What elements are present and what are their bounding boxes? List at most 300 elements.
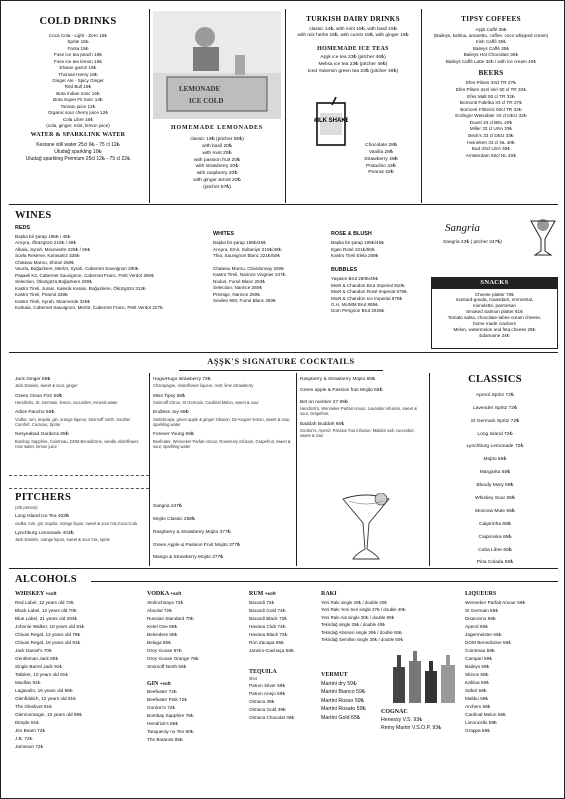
gin-item: Beefeater Pink 72₺ — [147, 697, 188, 703]
white-wine-item — [213, 259, 323, 265]
vermut-item: Martini Gold 65₺ — [321, 714, 361, 721]
milkshakes-list — [350, 143, 412, 177]
gin-item: Hendrick's 85₺ — [147, 721, 179, 727]
tipsy-coffee-item: Baileys Caffè 35₺ — [472, 45, 510, 51]
signature-cocktail-name: Bet on number 27 65₺ — [300, 399, 348, 405]
divider — [149, 373, 150, 566]
ice-tea-item: Melisa ice tea 23₺ (pitcher 46₺) — [318, 62, 388, 68]
vodka-item: Smirnoff North 65₺ — [147, 663, 187, 669]
red-wine-item: Suvla Reserve, Karasakız 335₺ — [15, 253, 80, 259]
gin-item: Bombay Sapphire 78₺ — [147, 713, 194, 719]
soft-note: +soft — [159, 680, 171, 686]
liqueur-item: Safari 59₺ — [465, 687, 487, 693]
whiskey-item: Johnnie Walker, 18 years old 91₺ — [15, 623, 85, 629]
signature-cocktail-ingredients: Gordon's, Aperol, Passion fruit infusion, Maldon salt, cucumber, sweet & sour — [300, 427, 415, 439]
red-wine-item: Kastro Tireli, Syrah, Mourverde 325₺ — [15, 298, 91, 304]
liqueurs-list — [465, 599, 559, 735]
red-wine-item: Kastro Tireli, Jurası, Kalecik Karası, Boğazkere, Öküzgözü 312₺ — [15, 285, 146, 291]
liqueur-item: Disaronno 59₺ — [465, 615, 496, 621]
classic-cocktail-item: St Germain Spritz 72₺ — [470, 418, 520, 424]
sangria-line: Sangria 43₺ ( pitcher 247₺) — [443, 239, 502, 245]
rose-wine-item: Egeo Rosé 221₺/50₺ — [331, 246, 375, 252]
red-wine-item: Vourla, Boğazkere, Merlot, Syrah, Cabernet Sauvignon 280₺ — [15, 266, 139, 272]
white-wine-item: Chateau Murou, Chardonnay 260₺ — [213, 265, 285, 271]
classics-section — [433, 373, 557, 567]
classic-cocktail-item: Aperol Spritz 72₺ — [476, 392, 514, 398]
lemonades-list — [153, 137, 281, 191]
cold-drink-item: Bota Super Fit tonic 14₺ — [53, 97, 103, 103]
milkshake-item: Pistachio 32₺ — [366, 163, 396, 169]
milkshake-item: Chocolate 28₺ — [365, 143, 397, 148]
milkshake-cup-icon — [314, 97, 348, 147]
tequila-item: Olmeca Gold 39₺ — [249, 706, 286, 712]
whiskey-item: Gentleman Jack 85₺ — [15, 655, 59, 661]
wines-reds — [15, 209, 163, 349]
red-wine-item: Karkaia, Cabernet Sauvignon, Merlot, Cabernet Franc, Petit Verdot 227₺ — [15, 304, 163, 310]
divider — [429, 373, 430, 566]
cold-drink-item: Tomato juice 12₺ — [60, 103, 96, 109]
reds-list — [15, 234, 163, 311]
snack-item: Tomato salsa, chocolate-labne cream cheese, — [447, 315, 542, 321]
ice-teas-list — [288, 55, 418, 75]
vodka-item: Russian Standard 70₺ — [147, 615, 194, 621]
divider — [421, 9, 422, 203]
raki-item: Yeni Rakı single 25₺ / double 40₺ — [321, 599, 387, 605]
classic-cocktail-item: Caipiroska 65₺ — [478, 534, 512, 540]
pitchers-sub: (4/5 person) — [15, 504, 38, 510]
beer-item: Bomonti Fabrika 33 cl TR 27₺ — [459, 100, 523, 106]
wines-whites — [213, 229, 323, 349]
tipsy-coffee-item: Aşşk Caffé 35₺ — [475, 26, 507, 32]
white-wine-item: Sevilen 900, Fumé Blanc 280₺ — [213, 298, 276, 304]
bubbles-item: Yaşasın Brut 290₺/45₺ — [331, 276, 379, 282]
rose-wine-item: Başka bir şarap 195₺/45₺ — [331, 240, 385, 246]
beer-item: Amsterdam 50cl NL 40₺ — [465, 152, 517, 158]
gin-list — [147, 688, 243, 744]
white-wine-item: Ancyra, Emir, Sultaniye 210₺/48₺ — [213, 246, 282, 252]
signature-cocktail-name: Green Clean Fizz 56₺ — [15, 393, 63, 399]
raki-list — [321, 599, 429, 644]
signature-cocktail-name: Raspberry & Strawberry Mojito 65₺ — [300, 377, 376, 382]
whiskey-item: Lagavulin, 16 years old 96₺ — [15, 687, 73, 693]
beer-item: Heineken 33 cl NL 40₺ — [467, 139, 515, 145]
vermut-label: VERMUT — [321, 671, 348, 678]
milkshake-illustration — [314, 97, 348, 149]
vodka-item: Absolut 72₺ — [147, 607, 173, 613]
soft-note: +soft — [170, 591, 182, 596]
cold-drink-item: Coca Cola - Light - Zero 15₺ — [48, 32, 108, 38]
cold-drink-item: Fuse ice tea lemon 15₺ — [53, 58, 103, 64]
bubbles-item: Moët & Chandon Ice Imperial 975₺ — [331, 295, 403, 301]
beer-item: Efes Pilsen 33cl TR 27₺ — [465, 80, 517, 86]
pitcher-ingredients: Jack Daniels, orange liquor, sweet & sour mix, sprite — [15, 537, 110, 543]
gin-item: The Botanist 85₺ — [147, 737, 183, 743]
gin-item: Beefeater 72₺ — [147, 689, 177, 695]
snack-item: Smoked Salmon platter 61₺ — [465, 309, 524, 315]
lemonade-sign-2: ICE COLD — [189, 97, 224, 105]
beer-item: Efes Malt 50 cl TR 32₺ — [467, 93, 515, 99]
vodka-item: Stolinchnaya 72₺ — [147, 599, 184, 605]
lemonade-item: with mint 20₺ — [202, 150, 232, 156]
signature-cocktail-ingredients: Hendrick's, Wenneker Parfait Amour, Lavander infusion, sweet & sour, Grapefruit — [300, 405, 417, 417]
tequila-item: Patron Silver 59₺ — [249, 682, 286, 688]
whiskey-item: Glenmorangie, 10 years old 98₺ — [15, 711, 83, 717]
classic-cocktail-item: Bloody Mary 65₺ — [476, 483, 514, 489]
vodka-list — [147, 599, 243, 671]
tipsy-coffee-item: Baileys Hot Chocolate 36₺ — [463, 52, 519, 58]
pitcher-mojito-item: Sangria 247₺ — [153, 504, 182, 509]
beer-item: Bud 33cl USA 35₺ — [471, 146, 511, 152]
pitchers-section — [15, 491, 149, 567]
water-item: Uludağ sparkling 10₺ — [54, 149, 102, 156]
signature-cocktail-ingredients: Champagne, enderflower liqueur, mint, lime /strawberry — [153, 383, 254, 389]
whiskey-label-text: WHISKEY — [15, 591, 45, 597]
wines-title: WINES — [15, 210, 52, 221]
white-wine-item: Prestige, Narince 260₺ — [213, 291, 261, 297]
cold-drinks-title: COLD DRINKS — [39, 16, 117, 27]
signature-cocktail-name: Nesyeabad Gardens 65₺ — [15, 432, 69, 438]
classics-title: CLASSICS — [468, 374, 522, 385]
whiskey-item: Jack Daniel's 70₺ — [15, 647, 52, 653]
tequila-sub: shot — [249, 676, 257, 682]
whiskey-item: Single Barrel Jack 91₺ — [15, 663, 63, 669]
lemonades-section — [153, 11, 281, 203]
lemonade-item: with raspberry 20₺ — [196, 171, 238, 177]
vermut-item: Martini Bianco 59₺ — [321, 689, 366, 696]
divider — [285, 9, 286, 203]
vodka-label — [147, 591, 243, 599]
vodka-item: Belvedere 85₺ — [147, 631, 178, 637]
whiskey-section — [15, 591, 125, 791]
soft-note: +soft — [45, 591, 57, 596]
lemonade-sign-1: LEMONADE — [179, 85, 221, 93]
signature-cocktail-name: Adios Pancho 65₺ — [15, 410, 55, 416]
beer-item: Miller 33 cl USA 33₺ — [469, 126, 513, 132]
rum-item: Bacardi Gold 72₺ — [249, 607, 286, 613]
tipsy-coffee-item: (Baileys, kahlua, amaretto, coffee, coco whipped cream) — [433, 32, 549, 38]
classic-cocktail-item: Lavender Spritz 72₺ — [472, 405, 518, 411]
rose-wine-item: Kastro Tireli Elela 208₺ — [331, 253, 379, 259]
classic-cocktail-item: Pina Colada 65₺ — [476, 560, 514, 566]
liqueur-item: Skinos 59₺ — [465, 671, 489, 677]
tequila-label: TEQUILA — [249, 668, 277, 675]
classic-cocktail-item: Lynchburg Lemonade 72₺ — [466, 444, 524, 450]
beer-item: Efes Pilsen özel seri 50 cl TR 32₺ — [455, 86, 527, 92]
whites-label: WHITES — [213, 231, 234, 237]
snacks-title: SNACKS — [432, 278, 557, 289]
snack-item: Melon, watermelon and feta cheese 29₺ — [453, 326, 536, 332]
beer-item: Bomonti Filtresiz 50cl TR 32₺ — [460, 106, 522, 112]
whiskey-item: Chivas Regal, 18 years old 91₺ — [15, 639, 81, 645]
bubbles-item: Moët & Chandon Rosé Imperial 975₺ — [331, 289, 407, 295]
sangria-title: Sangria — [445, 222, 480, 234]
whiskey-item: Macllan 91₺ — [15, 679, 41, 685]
gin-item: Tanqueray no Ten 90₺ — [147, 729, 194, 735]
pitcher-mojito-item: Mojito Classic 258₺ — [153, 516, 195, 522]
divider — [9, 475, 149, 476]
pitchers-title: PITCHERS — [15, 492, 72, 503]
whiskey-item: Blue Label, 21 years old 293₺ — [15, 615, 78, 621]
beer-item: Duvel 33 cl BEL 40₺ — [469, 119, 513, 125]
bubbles-list — [331, 276, 427, 314]
signature-cocktail-name: Hugo/Hugo strawberry 72₺ — [153, 377, 211, 382]
classic-cocktail-item: Mojito 65₺ — [483, 457, 507, 463]
lemonade-item: with strawberry 20₺ — [195, 164, 239, 170]
milkshake-item: Vanilla 28₺ — [368, 149, 394, 155]
rose-list — [331, 240, 427, 259]
pitcher-mojito-item: Raspberry & Strawberry Mojito 377₺ — [153, 529, 231, 535]
signature-col-2 — [153, 377, 293, 493]
divider — [9, 204, 558, 205]
classic-cocktail-item: Caipirinha 65₺ — [479, 521, 511, 527]
divider — [9, 488, 149, 489]
tipsy-coffee-item: Irish Caffè 35₺ — [475, 39, 507, 45]
signature-cocktail-name: Baddah Buddah 65₺ — [300, 421, 345, 427]
sangria-glass-icon — [523, 217, 559, 257]
divider — [149, 9, 150, 203]
beers-list — [424, 80, 558, 159]
raki-item: Yeni Rakı Ala single 30₺ / double 50₺ — [321, 614, 395, 620]
liqueur-item: Wenneker Parfait Amour 59₺ — [465, 599, 526, 605]
whites-list — [213, 240, 323, 304]
pitchers-mojito-list — [153, 501, 293, 565]
turkish-dairy-section — [288, 15, 418, 203]
tipsy-coffees-section — [424, 15, 558, 203]
whiskey-list — [15, 599, 125, 751]
lemonade-item: with basil 20₺ — [201, 143, 233, 149]
snack-item: Edamame 24₺ — [479, 332, 510, 338]
tipsy-coffees-title: TIPSY COFFEES — [461, 15, 521, 23]
bubbles-item: Dom Perignon Brut 2925₺ — [331, 308, 385, 314]
signature-cocktail-name: Endless Joy 65₺ — [153, 410, 189, 416]
cold-drinks-section — [11, 15, 145, 203]
red-wine-item: Başka bir şarap 195₺ / 45₺ — [15, 233, 71, 239]
liqueur-item: Kahlua 59₺ — [465, 679, 490, 685]
cold-drinks-list — [11, 33, 145, 129]
whiskey-item: J.B. 72₺ — [15, 735, 33, 741]
liqueur-item: Jagermeister 65₺ — [465, 631, 502, 637]
red-wine-item: Kastro Tireli, Piramit 338₺ — [15, 292, 68, 298]
signature-cocktail-name: Forever Young 65₺ — [153, 432, 194, 438]
vodka-gin-section — [147, 591, 243, 791]
rum-item: Havana Black 72₺ — [249, 631, 288, 637]
whiskey-item: Jameson 72₺ — [15, 743, 44, 749]
cold-drink-item: Fanta 15₺ — [67, 45, 89, 51]
cold-drink-item: Sprite 15₺ — [67, 39, 89, 45]
liqueur-item: Archers 59₺ — [465, 703, 491, 709]
beers-title: BEERS — [478, 68, 504, 77]
cold-drink-item: Cola Libre 16₺ — [62, 116, 94, 122]
signature-cocktail-ingredients: Stolichnaya, green apple & ginger infusion, De Kuyper lemon, sweet & sour, sparkling water — [153, 416, 291, 427]
vermut-item: Martini Rosato 59₺ — [321, 706, 366, 713]
red-wine-item: Chateau Murou, Shiraz 260₺ — [15, 259, 75, 265]
red-wine-item: Selection, Öküzgözü,Boğazkere 260₺ — [15, 279, 93, 285]
raki-item: Tekirdağ Semillon single 30₺ / double 50₺ — [321, 637, 403, 643]
tequila-item: Olmeca 39₺ — [249, 698, 275, 704]
classic-cocktail-item: Margarita 65₺ — [479, 470, 511, 476]
wines-rose-bubbles — [331, 229, 427, 349]
cold-drink-item: Elvane gazoz 15₺ — [59, 65, 97, 71]
raki-item: Tekirdağ Altınseri single 30₺ / double 50₺ — [321, 629, 402, 635]
divider — [296, 373, 297, 566]
snack-item: mustard-gouda, maasdam, emmental, — [455, 297, 534, 303]
snacks-list — [432, 292, 557, 339]
vodka-item: Ketel One 85₺ — [147, 623, 178, 629]
divider — [9, 568, 558, 569]
cold-drink-item: Organic sour cherry juice 12₺ — [47, 110, 109, 116]
whiskey-item: Talisker, 10 years old 91₺ — [15, 671, 69, 677]
turkish-dairy-lines — [288, 27, 418, 40]
lemonade-item: with ginger &mint 20₺ — [193, 178, 241, 184]
signature-cocktail-ingredients: Jack Daniels, sweet & sour, ginger — [15, 383, 78, 389]
whiskey-item: Red Label, 12 years old 72₺ — [15, 599, 75, 605]
liqueur-item: Malibu 59₺ — [465, 695, 489, 701]
sangria-section — [433, 213, 559, 267]
lemonade-item: with passion fruit 20₺ — [193, 157, 241, 163]
rum-tequila-section — [249, 591, 315, 791]
liqueur-item: DOM Benedictine 59₺ — [465, 639, 512, 645]
signature-cocktail-ingredients: Bombay Sapphire, Cointreau, DOM Benedictine, vanilla, elderflower, rose water, lemon juice — [15, 438, 140, 449]
reds-label: REDS — [15, 224, 30, 231]
cold-drink-item: Bota Indian tonic 14₺ — [56, 90, 100, 96]
vodka-item: Beluga 85₺ — [147, 639, 172, 645]
vodka-item: Grey Goose Orange 78₺ — [147, 655, 199, 661]
gin-label — [147, 681, 243, 689]
cognac-item: Remy Martin V.S.O.P. 93₺ — [381, 724, 442, 731]
classic-cocktail-item: Moscow Mule 65₺ — [475, 508, 515, 514]
liqueurs-section — [465, 591, 559, 791]
liqueur-item: Limoncello 59₺ — [465, 719, 497, 725]
whiskey-label — [15, 591, 125, 599]
lemonade-item: classic 19₺ (pitcher 55₺) — [190, 136, 244, 142]
liqueur-item: Grappa 59₺ — [465, 727, 491, 733]
gin-label-text: GIN — [147, 680, 159, 687]
cognac-item: Henessy V.S. 93₺ — [381, 716, 423, 723]
ice-tea-item: Iced Yasemin green tea 23₺ (pitcher 46₺) — [307, 69, 399, 75]
liqueurs-label: LIQUEURS — [465, 591, 497, 597]
cold-drink-item: Thomas Henry 18₺ — [58, 71, 98, 77]
gin-item: Gordon's 72₺ — [147, 705, 176, 711]
liqueur-item: Campari 59₺ — [465, 655, 493, 661]
soft-note: +soft — [264, 591, 276, 596]
water-list — [11, 142, 145, 163]
turkish-line: with mix herbs 15₺, with cumin 15₺, with ginger 15₺ — [297, 33, 409, 39]
cold-drink-item: Ginger Ale · Spicy Ginger — [52, 78, 104, 84]
classic-cocktail-item: Long Island 72₺ — [477, 431, 513, 437]
beer-item: Beck's 33 cl DEU 33₺ — [468, 133, 514, 139]
alcohols-rule — [91, 581, 558, 582]
red-wine-item: Paşaeli K2, Cabernet Sauvignon, Cabernet Franc, Petit Verdot 280₺ — [15, 272, 155, 278]
pitchers-list — [15, 514, 149, 542]
whiskey-item: Dimple 91₺ — [15, 719, 40, 725]
signature-cocktail-name: Miss Tipsy 65₺ — [153, 393, 186, 399]
signature-col-1 — [15, 377, 147, 473]
vermut-item: Martini dry 59₺ — [321, 680, 357, 687]
liqueur-item: Cardinal Melon 59₺ — [465, 711, 507, 717]
pitcher-ingredients: vodka, rum, gin, tequila, orange liquor, sweet & sour mix,Coca Cola — [15, 520, 137, 526]
cognac-section — [381, 709, 467, 745]
rum-item: Bacardi Black 72₺ — [249, 615, 288, 621]
signature-cocktail-ingredients: Vodka, rum, tequila, gin, orange liqueur, Smirnoff north, Souther Comfort, Curacao, Sprite — [15, 416, 131, 427]
tequila-item: Olmeca Chocolat 39₺ — [249, 714, 295, 720]
white-wine-item: Başka bir şarap 195₺/45₺ — [213, 240, 267, 246]
rum-item: Ron Zacapa 85₺ — [249, 639, 285, 645]
tipsy-coffees-list — [424, 27, 558, 65]
pitcher-name: Long Island Ice Tea 403₺ — [15, 514, 69, 520]
white-wine-item: Thia, Sauvignon Blanc 221₺/50₺ — [213, 253, 281, 259]
beer-item: Erdinger Weissbier 33 cl DEU 32₺ — [455, 113, 527, 119]
cold-drink-item: Red Bull 19₺ — [64, 84, 92, 90]
bottles-illustration — [389, 649, 461, 705]
rose-label: ROSE & BLUSH — [331, 231, 372, 237]
whiskey-item: The Glenlivet 91₺ — [15, 703, 53, 709]
lemonade-item: (pitcher 57₺) — [203, 184, 231, 190]
raki-item: Yeni Rakı Yeni Seri single 27₺ / double 40₺ — [321, 607, 406, 613]
vodka-label-text: VODKA — [147, 591, 169, 597]
raki-item: Tekirdağ single 25₺ / double 40₺ — [321, 622, 385, 628]
water-item: Uludağ sparkling Premium 25cl 12₺ - 75 cl 22₺ — [25, 156, 131, 163]
rum-label-text: RUM — [249, 591, 264, 597]
pitcher-mojito-item: Green Apple & Passion Fruit Mojito 377₺ — [153, 542, 241, 548]
whiskey-item: Chivas Regal, 12 years old 79₺ — [15, 631, 81, 637]
red-wine-item: Ancyra, Öküzgözü 210₺ / 48₺ — [15, 240, 77, 246]
vermut-item: Martini Rosso 59₺ — [321, 697, 365, 704]
water-title: WATER & SPARKLINK WATER — [30, 132, 126, 139]
shake-sign: MILK SHAKE — [314, 118, 348, 124]
vodka-item: Grey Goose 87₺ — [147, 647, 182, 653]
milkshake-item: Strawberry 28₺ — [364, 156, 398, 162]
rum-list — [249, 599, 315, 655]
liqueur-item: Aperol 59₺ — [465, 623, 489, 629]
turkish-line: classic 14₺, with mint 15₺, with basil 15₺ — [309, 26, 397, 32]
liqueur-item: Cointreau 59₺ — [465, 647, 495, 653]
snack-item: mimolette, parmesan — [473, 303, 516, 309]
pitcher-name: Lynchburg Lemonade 403₺ — [15, 531, 74, 537]
ice-teas-title: HOMEMADE ICE TEAS — [317, 45, 389, 52]
turkish-dairy-title: TURKISH DAIRY DRINKS — [306, 15, 400, 23]
lemonades-title: HOMEMADE LEMONADES — [171, 125, 263, 132]
cognac-list — [381, 717, 467, 732]
white-wine-item: Selection, Narince 260₺ — [213, 285, 263, 291]
signature-cocktail-ingredients: Beefeater, Wenneker Parfait Amour, Rosemary infusion, Grapefruit, sweet & sour, sparkling water — [153, 438, 291, 449]
cold-drink-item: (cola, ginger, mint, lemon juice) — [46, 123, 110, 129]
signature-title: AŞŞK'S SIGNATURE COCKTAILS — [207, 357, 355, 366]
bubbles-item: G.H. MUMM Brut 865₺ — [331, 302, 379, 308]
snacks-section — [431, 277, 558, 349]
tipsy-coffee-item: Baileys Caffè Latte 32₺ / with ice cream 40₺ — [445, 58, 537, 64]
rum-item: Bacardi 72₺ — [249, 599, 275, 605]
snack-item: home made crackers — [473, 321, 516, 327]
bubbles-label: BUBBLES — [331, 267, 358, 274]
alcohols-title: ALCOHOLS — [15, 574, 77, 585]
whiskey-item: Black Label, 12 years old 70₺ — [15, 607, 77, 613]
snack-item: Cheese platter 70₺ — [474, 291, 515, 297]
milkshake-item: Peanut 32₺ — [368, 170, 394, 176]
pitcher-mojito-item: Mango & Strawberry Mojito 377₺ — [153, 555, 224, 561]
classics-list — [433, 390, 557, 567]
whiskey-item: Glenfiddich, 12 years old 91₺ — [15, 695, 77, 701]
ice-tea-item: Aşşk ice tea 23₺ (pitcher 46₺) — [320, 55, 386, 61]
cocktail-glass-illustration — [339, 493, 393, 563]
pitchers-mojitos — [153, 501, 293, 567]
white-wine-item: Nodus, Fumé Blanc 263₺ — [213, 278, 266, 284]
water-item: Kestane still water 25cl 6₺ - 75 cl 12₺ — [36, 142, 120, 149]
signature-cocktail-ingredients: Smirnoff Citrus, St Germain, Cardinal Melon, sweet & sour — [153, 399, 259, 405]
liqueur-item: St Germain 65₺ — [465, 607, 499, 613]
cold-drink-item: Fuse ice tea peach 15₺ — [53, 52, 103, 58]
tequila-item: Patron Anejo 59₺ — [249, 690, 286, 696]
lemonade-stand-photo — [153, 11, 281, 119]
